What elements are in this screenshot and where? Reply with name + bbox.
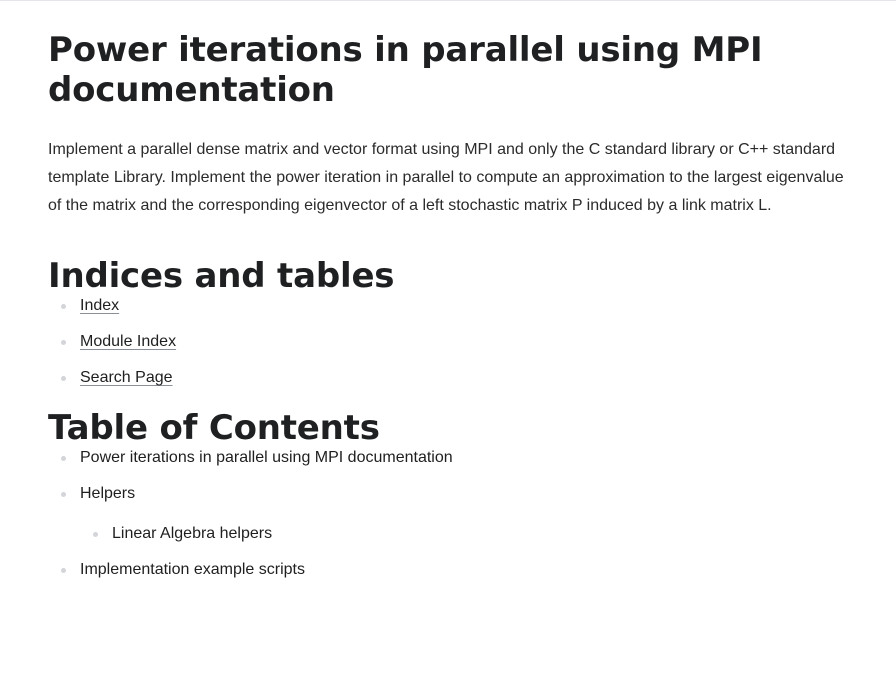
toc-item-label: Implementation example scripts	[80, 561, 305, 578]
indices-list	[48, 296, 848, 388]
toc-sublist	[80, 524, 848, 544]
toc-item-label: Helpers	[80, 485, 136, 502]
toc-heading: Table of Contents	[48, 408, 380, 448]
intro-paragraph: Implement a parallel dense matrix and vector format using MPI and only the C standard library or C++ standard template Library. Implement the power iteration in parallel to compute an approximation to the largest eigenvalue of the matrix and the corresponding eigenvector of a left stochastic matrix P induced by a link matrix L.	[48, 141, 844, 214]
module-index-link[interactable]: Module Index	[80, 333, 177, 350]
page-title: Power iterations in parallel using MPI documentation	[48, 30, 763, 110]
toc-subitem	[80, 524, 848, 544]
toc-item	[48, 448, 848, 468]
toc-item	[48, 484, 848, 544]
toc-item	[48, 560, 848, 580]
toc-item-label: Power iterations in parallel using MPI documentation	[80, 449, 453, 466]
toc-list	[48, 448, 848, 580]
top-border	[0, 0, 896, 1]
toc-subitem-label: Linear Algebra helpers	[112, 525, 273, 542]
list-item	[48, 332, 848, 352]
indices-heading: Indices and tables	[48, 256, 395, 296]
index-link[interactable]: Index	[80, 297, 120, 314]
list-item	[48, 296, 848, 316]
list-item	[48, 368, 848, 388]
search-page-link[interactable]: Search Page	[80, 369, 173, 386]
document-body	[48, 30, 848, 596]
